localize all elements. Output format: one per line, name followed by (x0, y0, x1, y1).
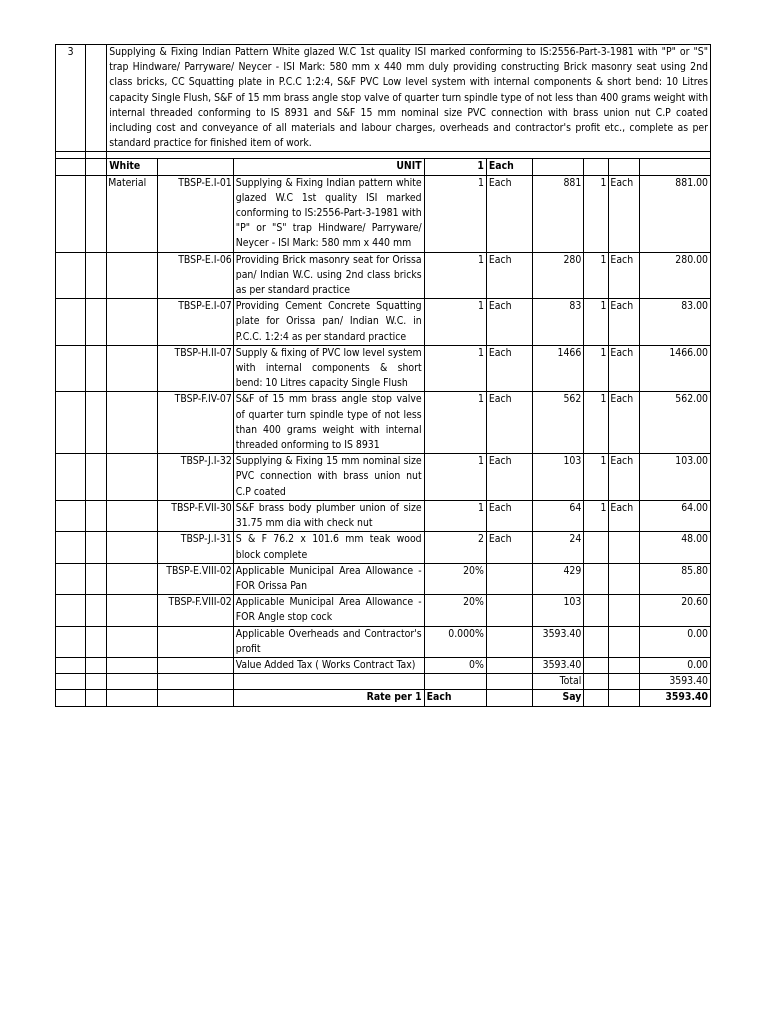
per-unit-cell: Each (609, 252, 639, 299)
item-desc: S&F of 15 mm brass angle stop valve of quarter turn spindle type of not less than 400 grams weight with internal threaded onforming to IS 8931 (233, 392, 424, 454)
table-row (56, 500, 711, 531)
per-cell: 1 (584, 299, 609, 346)
item-desc: Supplying & Fixing Indian pattern white glazed W.C 1st quality ISI marked conforming to IS:2556-Part-3-1981 with "P" or "S" trap Hindware/ Parryware/ Neycer - ISI Mark: 580 mm x 440 mm (233, 175, 424, 252)
unit-cell: Each (486, 345, 532, 392)
qty-cell: 20% (424, 595, 486, 626)
per-cell (584, 595, 609, 626)
item-desc: Applicable Municipal Area Allowance - FOR Angle stop cock (233, 595, 424, 626)
total-label: Total (533, 674, 584, 690)
item-code: TBSP-F.VIII-02 (158, 595, 233, 626)
item-desc: Supply & fixing of PVC low level system with internal components & short bend: 10 Litres capacity Single Flush (233, 345, 424, 392)
qty-cell: 1 (424, 392, 486, 454)
amount-cell: 64.00 (639, 500, 710, 531)
rate-cell: 881 (533, 175, 584, 252)
qty-cell: 1 (424, 500, 486, 531)
table-row (56, 392, 711, 454)
per-cell (584, 657, 609, 673)
item-desc: Providing Cement Concrete Squatting plate for Orissa pan/ Indian W.C. in P.C.C. 1:2:4 as per standard practice (233, 299, 424, 346)
rate-unit: Each (424, 690, 486, 706)
per-cell (584, 563, 609, 594)
rate-cell: 429 (533, 563, 584, 594)
rate-cell: 3593.40 (533, 626, 584, 657)
table-row (56, 595, 711, 626)
per-cell (584, 626, 609, 657)
amount-cell: 881.00 (639, 175, 710, 252)
item-code: TBSP-F.IV-07 (158, 392, 233, 454)
item-desc: Value Added Tax ( Works Contract Tax) (233, 657, 424, 673)
item-desc: Supplying & Fixing 15 mm nominal size PVC connection with brass union nut C.P coated (233, 454, 424, 501)
rate-label: Rate per 1 (233, 690, 424, 706)
qty-cell: 1 (424, 454, 486, 501)
unit-cell (486, 595, 532, 626)
total-row (56, 674, 711, 690)
amount-cell: 20.60 (639, 595, 710, 626)
amount-cell: 562.00 (639, 392, 710, 454)
qty-cell: 1 (424, 252, 486, 299)
header-unit: Each (486, 159, 532, 175)
per-unit-cell: Each (609, 299, 639, 346)
table-row (56, 657, 711, 673)
item-number: 3 (56, 45, 86, 152)
per-unit-cell (609, 657, 639, 673)
category-label: White (107, 159, 158, 175)
table-row (56, 532, 711, 563)
amount-cell: 280.00 (639, 252, 710, 299)
total-amount: 3593.40 (639, 674, 710, 690)
amount-cell: 0.00 (639, 657, 710, 673)
qty-cell: 1 (424, 345, 486, 392)
item-desc: Applicable Municipal Area Allowance - FOR Orissa Pan (233, 563, 424, 594)
item-code: TBSP-H.II-07 (158, 345, 233, 392)
item-code (158, 626, 233, 657)
per-cell: 1 (584, 175, 609, 252)
per-cell: 1 (584, 392, 609, 454)
qty-cell: 20% (424, 563, 486, 594)
unit-label: UNIT (233, 159, 424, 175)
amount-cell: 1466.00 (639, 345, 710, 392)
qty-cell: 0% (424, 657, 486, 673)
rate-cell: 3593.40 (533, 657, 584, 673)
per-cell: 1 (584, 345, 609, 392)
amount-cell: 103.00 (639, 454, 710, 501)
table-row (56, 345, 711, 392)
per-unit-cell (609, 563, 639, 594)
table-row (56, 252, 711, 299)
item-desc: S&F brass body plumber union of size 31.75 mm dia with check nut (233, 500, 424, 531)
per-cell (584, 532, 609, 563)
rate-analysis-table (55, 44, 711, 707)
rate-row (56, 690, 711, 706)
per-unit-cell (609, 532, 639, 563)
unit-cell: Each (486, 392, 532, 454)
item-code: TBSP-E.VIII-02 (158, 563, 233, 594)
per-cell: 1 (584, 252, 609, 299)
item-code: TBSP-J.I-32 (158, 454, 233, 501)
per-unit-cell: Each (609, 500, 639, 531)
per-unit-cell: Each (609, 392, 639, 454)
item-code: TBSP-E.I-06 (158, 252, 233, 299)
table-row (56, 299, 711, 346)
item-code: TBSP-E.I-07 (158, 299, 233, 346)
unit-cell: Each (486, 500, 532, 531)
per-unit-cell (609, 595, 639, 626)
table-row (56, 626, 711, 657)
rate-cell: 562 (533, 392, 584, 454)
say-amount: 3593.40 (639, 690, 710, 706)
amount-cell: 85.80 (639, 563, 710, 594)
say-label: Say (533, 690, 584, 706)
table-row (56, 175, 711, 252)
rate-cell: 103 (533, 595, 584, 626)
unit-cell: Each (486, 454, 532, 501)
amount-cell: 83.00 (639, 299, 710, 346)
qty-cell: 1 (424, 299, 486, 346)
rate-cell: 64 (533, 500, 584, 531)
per-unit-cell: Each (609, 345, 639, 392)
per-unit-cell: Each (609, 175, 639, 252)
item-code: TBSP-J.I-31 (158, 532, 233, 563)
rate-cell: 24 (533, 532, 584, 563)
item-code (158, 657, 233, 673)
unit-header-row (56, 159, 711, 175)
item-desc: S & F 76.2 x 101.6 mm teak wood block complete (233, 532, 424, 563)
unit-cell: Each (486, 175, 532, 252)
unit-cell (486, 657, 532, 673)
item-code: TBSP-F.VII-30 (158, 500, 233, 531)
qty-cell: 1 (424, 175, 486, 252)
qty-cell: 0.000% (424, 626, 486, 657)
unit-cell (486, 626, 532, 657)
unit-cell: Each (486, 252, 532, 299)
unit-cell (486, 563, 532, 594)
unit-cell: Each (486, 532, 532, 563)
unit-cell: Each (486, 299, 532, 346)
item-row (56, 45, 711, 152)
rate-cell: 280 (533, 252, 584, 299)
per-unit-cell (609, 626, 639, 657)
per-unit-cell: Each (609, 454, 639, 501)
item-desc: Providing Brick masonry seat for Orissa pan/ Indian W.C. using 2nd class bricks as per standard practice (233, 252, 424, 299)
qty-cell: 2 (424, 532, 486, 563)
material-label: Material (107, 175, 158, 252)
item-code: TBSP-E.I-01 (158, 175, 233, 252)
per-cell: 1 (584, 454, 609, 501)
item-description: Supplying & Fixing Indian Pattern White glazed W.C 1st quality ISI marked conforming to IS:2556-Part-3-1981 with "P" or "S" trap Hindware/ Parryware/ Neycer - ISI Mark: 580 mm x 440 mm duly providing constructing Brick masonry seat using 2nd class bricks, CC Squatting plate in P.C.C 1:2:4, S&F PVC Low level system with internal components & short bend: 10 Litres capacity Single Flush, S&F of 15 mm brass angle stop valve of quarter turn spindle type of not less than 400 grams weight with internal threaded conforming to IS 8931 and S&F 15 mm nominal size PVC connection with brass union nut C.P coated including cost and conveyance of all materials and labour charges, overheads and contractor's profit etc., complete as per standard practice for finished item of work. (107, 45, 711, 152)
per-cell: 1 (584, 500, 609, 531)
amount-cell: 48.00 (639, 532, 710, 563)
rate-cell: 1466 (533, 345, 584, 392)
rate-cell: 103 (533, 454, 584, 501)
rate-cell: 83 (533, 299, 584, 346)
amount-cell: 0.00 (639, 626, 710, 657)
item-desc: Applicable Overheads and Contractor's profit (233, 626, 424, 657)
table-row (56, 563, 711, 594)
table-row (56, 454, 711, 501)
header-qty: 1 (424, 159, 486, 175)
